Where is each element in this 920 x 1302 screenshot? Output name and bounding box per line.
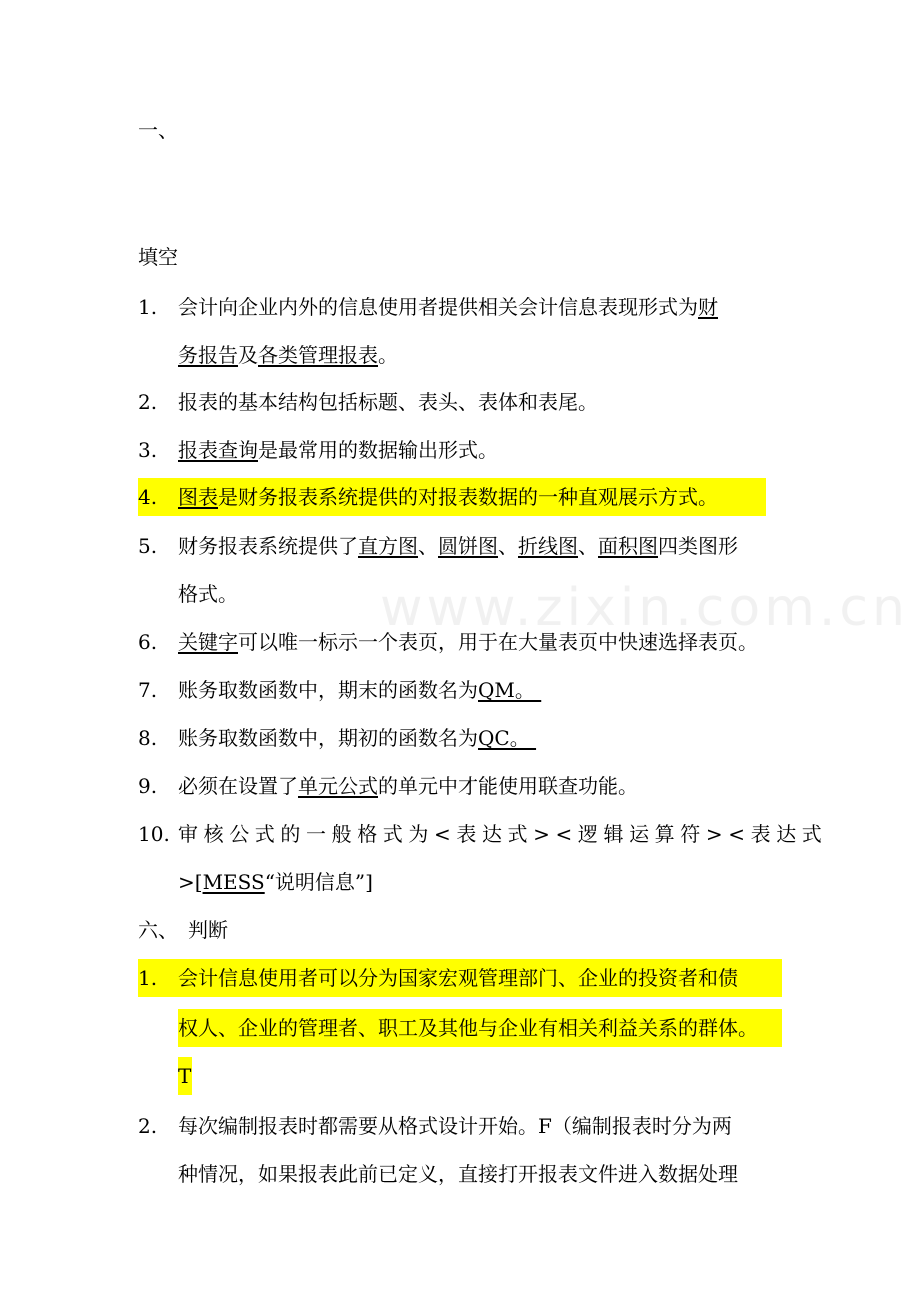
section-judge-title: 六、 判断 [138, 918, 228, 942]
judge-item-1-cont: 权人、企业的管理者、职工及其他与企业有相关利益关系的群体。 [178, 1016, 758, 1040]
heading-number: 一、 [138, 118, 178, 142]
fill-item-4: 4. 图表是财务报表系统提供的对报表数据的一种直观展示方式。 [138, 485, 718, 509]
fill-item-9: 9. 必须在设置了单元公式的单元中才能使用联查功能。 [138, 774, 638, 798]
fill-item-10-cont: >[MESS“说明信息”] [178, 870, 373, 894]
watermark: www.zixin.com.cn [380, 578, 909, 638]
fill-item-1-cont: 务报告及各类管理报表。 [178, 343, 398, 367]
judge-item-2: 2. 每次编制报表时都需要从格式设计开始。F（编制报表时分为两 [138, 1114, 732, 1138]
judge-item-1-answer: T [178, 1064, 192, 1088]
judge-item-2-cont: 种情况，如果报表此前已定义，直接打开报表文件进入数据处理 [178, 1162, 738, 1186]
fill-item-3: 3. 报表查询是最常用的数据输出形式。 [138, 438, 498, 462]
fill-item-5: 5. 财务报表系统提供了直方图、圆饼图、折线图、面积图四类图形 [138, 534, 738, 558]
fill-item-6: 6. 关键字可以唯一标示一个表页，用于在大量表页中快速选择表页。 [138, 630, 758, 654]
fill-item-1: 1. 会计向企业内外的信息使用者提供相关会计信息表现形式为财 [138, 295, 718, 319]
fill-item-10: 10. 审核公式的一般格式为<表达式><逻辑运算符><表达式 [138, 822, 828, 846]
fill-item-7: 7. 账务取数函数中，期末的函数名为QM。 [138, 678, 542, 702]
fill-item-2: 2. 报表的基本结构包括标题、表头、表体和表尾。 [138, 390, 598, 414]
fill-item-5-cont: 格式。 [178, 582, 238, 606]
fill-item-8: 8. 账务取数函数中，期初的函数名为QC。 [138, 726, 537, 750]
judge-item-1: 1. 会计信息使用者可以分为国家宏观管理部门、企业的投资者和债 [138, 966, 738, 990]
heading-one [0, 111, 920, 149]
section-fill-title: 填空 [138, 245, 178, 269]
